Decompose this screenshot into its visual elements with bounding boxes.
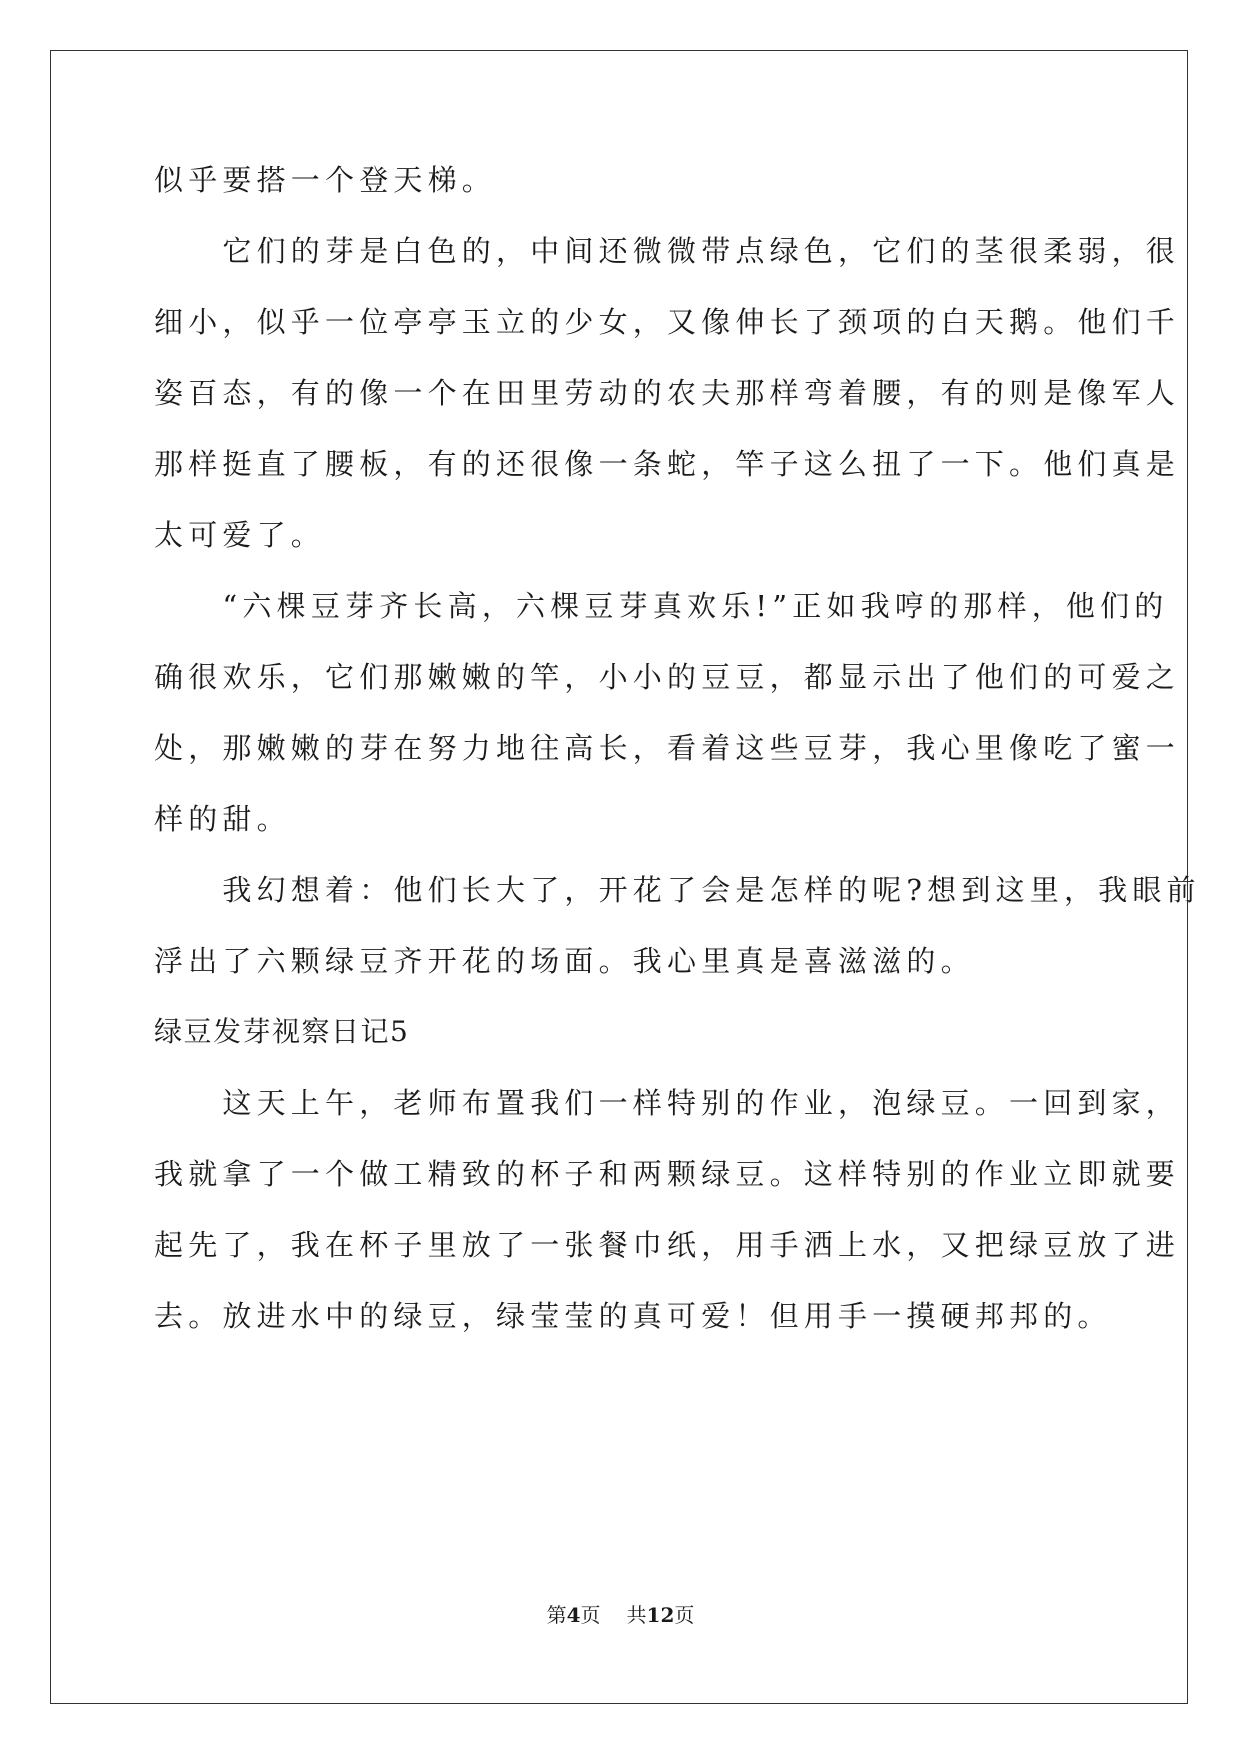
- text-line: 样的甜。: [154, 802, 291, 836]
- text-line: 太可爱了。: [154, 518, 326, 552]
- text-line: 去。放进水中的绿豆，绿莹莹的真可爱！但用手一摸硬邦邦的。: [154, 1299, 1112, 1333]
- paragraph-start: 它们的芽是白色的，中间还微微带点绿色，它们的茎很柔弱，很: [154, 234, 1181, 268]
- text-line: 确很欢乐，它们那嫩嫩的竿，小小的豆豆，都显示出了他们的可爱之: [154, 660, 1181, 694]
- section-heading: 绿豆发芽视察日记5: [154, 1015, 410, 1048]
- total-pages: 12: [646, 1603, 675, 1627]
- page-footer: [0, 1602, 1241, 1628]
- text-line: 似乎要搭一个登天梯。: [154, 163, 497, 197]
- paragraph-start: 这天上午，老师布置我们一样特别的作业，泡绿豆。一回到家，: [154, 1086, 1181, 1120]
- page-suffix: 页: [580, 1603, 601, 1627]
- text-line: 起先了，我在杯子里放了一张餐巾纸，用手洒上水，又把绿豆放了进: [154, 1228, 1181, 1262]
- page-prefix: 第: [546, 1603, 567, 1627]
- text-line: 姿百态，有的像一个在田里劳动的农夫那样弯着腰，有的则是像军人: [154, 376, 1181, 410]
- total-suffix: 页: [674, 1603, 695, 1627]
- paragraph-start: 我幻想着：他们长大了，开花了会是怎样的呢?想到这里，我眼前: [154, 873, 1201, 907]
- text-line: 处，那嫩嫩的芽在努力地往高长，看着这些豆芽，我心里像吃了蜜一: [154, 731, 1181, 765]
- text-line: 浮出了六颗绿豆齐开花的场面。我心里真是喜滋滋的。: [154, 944, 975, 978]
- text-line: 那样挺直了腰板，有的还很像一条蛇，竿子这么扭了一下。他们真是: [154, 447, 1181, 481]
- paragraph-start: “六棵豆芽齐长高，六棵豆芽真欢乐!”正如我哼的那样，他们的: [154, 589, 1169, 623]
- total-prefix: 共: [626, 1603, 647, 1627]
- text-line: 细小，似乎一位亭亭玉立的少女，又像伸长了颈项的白天鹅。他们千: [154, 305, 1181, 339]
- text-line: 我就拿了一个做工精致的杯子和两颗绿豆。这样特别的作业立即就要: [154, 1157, 1181, 1191]
- page-number: 4: [566, 1603, 581, 1627]
